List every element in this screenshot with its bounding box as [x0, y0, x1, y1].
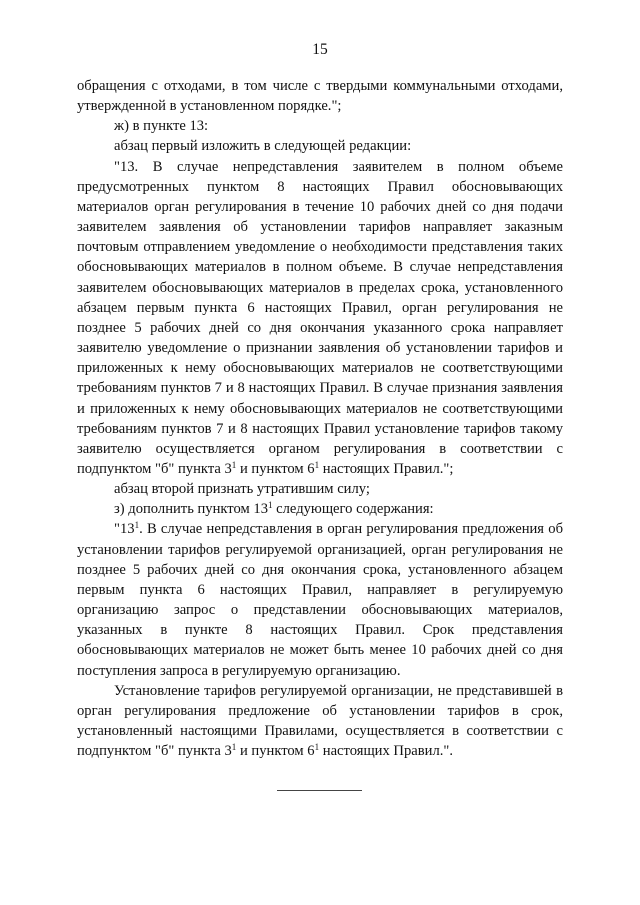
end-separator-line	[277, 790, 362, 791]
paragraph-quoted-clause-13	[77, 157, 563, 480]
text-run: следующего содержания:	[272, 501, 434, 518]
paragraph: абзац второй признать утратившим силу;	[114, 481, 370, 498]
text-run: настоящих Правил.".	[319, 743, 453, 760]
text-run: . В случае непредставления в орган регулирования предложения об установлении тарифов регулируемой организацией, орган регулирования не позднее 5 рабочих дней со дня окончания срока, установленного абзацем первым пункта 6 настоящих Правил, направляет в регулируемую организацию запрос о представлении обосновывающих материалов, указанных в пункте 8 настоящих Правил. Срок представления обосновывающих материалов не может быть менее 10 рабочих дней со дня поступления запроса в регулируемую организацию.	[77, 521, 563, 679]
paragraph: обращения с отходами, в том числе с твердыми коммунальными отходами, утвержденной в установленном порядке.";	[77, 78, 563, 115]
text-run: з) дополнить пунктом 13	[114, 501, 268, 518]
text-run: "13	[114, 521, 135, 538]
superscript: 1	[134, 520, 140, 531]
superscript: 1	[231, 459, 237, 470]
superscript: 1	[314, 459, 320, 470]
paragraph	[77, 681, 563, 762]
text-run: и пунктом 6	[236, 743, 315, 760]
paragraph: абзац первый изложить в следующей редакции:	[114, 138, 412, 155]
text-run: и пунктом 6	[236, 460, 315, 477]
text-run: настоящих Правил.";	[319, 460, 454, 477]
paragraph: ж) в пункте 13:	[114, 118, 209, 135]
page-number: 15	[312, 41, 328, 58]
superscript: 1	[314, 742, 320, 753]
superscript: 1	[231, 742, 237, 753]
text-run: Установление тарифов регулируемой организации, не представившей в орган регулирования предложение об установлении тарифов в срок, установленный настоящими Правилами, осуществляется в соответствии с подпунктом "б" пункта 3	[77, 682, 563, 760]
paragraph-quoted-clause-13-1	[77, 519, 563, 680]
superscript: 1	[268, 500, 273, 511]
paragraph	[77, 499, 563, 519]
text-run: "13. В случае непредставления заявителем в полном объеме предусмотренных пунктом 8 настоящих Правил обосновывающих материалов орган регулирования в течение 10 рабочих дней со дня подачи заявителем заявления об установлении тарифов направляет заказным почтовым отправлением уведомление о необходимости представления таких обосновывающих материалов в полном объеме. В случае непредставления заявителем обосновывающих материалов в пределах срока, установленного абзацем первым пункта 6 настоящих Правил, орган регулирования не позднее 5 рабочих дней со дня окончания указанного срока направляет заявителю уведомление о признании заявления об установлении тарифов и приложенных к нему обосновывающих материалов не соответствующими требованиям пунктов 7 и 8 настоящих Правил. В случае признания заявления и приложенных к нему обосновывающих материалов не соответствующими требованиям пунктов 7 и 8 настоящих Правил установление тарифов такому заявителю осуществляется органом регулирования в соответствии с подпунктом "б" пункта 3	[77, 158, 563, 477]
document-body	[77, 76, 563, 761]
